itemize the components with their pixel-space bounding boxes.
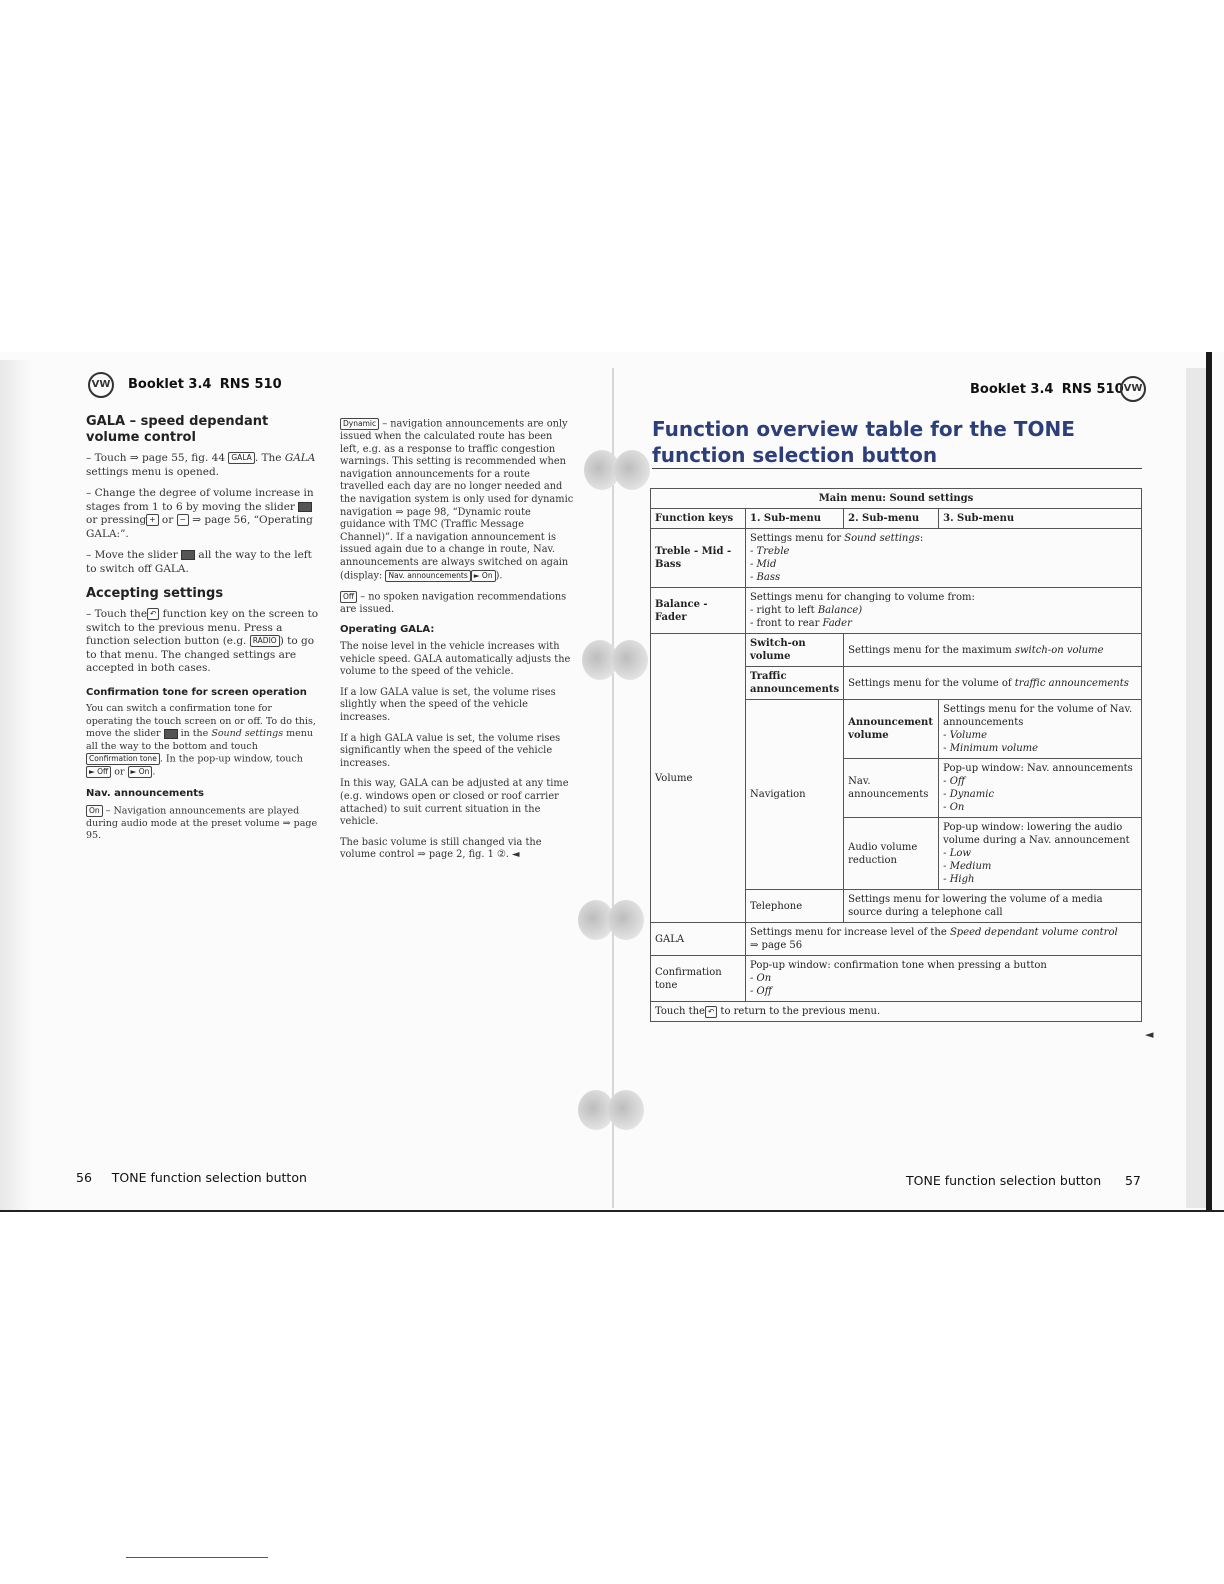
left-column-1: [86, 414, 320, 851]
operating-gala-heading: Operating GALA:: [340, 624, 435, 636]
left-footer: [76, 1170, 307, 1185]
table-row: [651, 634, 1142, 667]
left-page-edge: [0, 360, 30, 1210]
right-footer: [906, 1173, 1141, 1188]
table-cell-sub: Switch-on volume: [746, 634, 844, 667]
plus-button-ref: +: [146, 514, 158, 526]
accepting-text: – Touch the ↶ function key on the screen to switch to the previous menu. Press a function selection button (e.g. RADIO ) to go to that menu. The changed settings are accepted in both cases.: [86, 608, 319, 674]
binding-hole: [614, 450, 650, 490]
on-button-ref: On: [86, 805, 103, 817]
table-col-header: 3. Sub-menu: [939, 509, 1142, 529]
table-cell-sub: Audio volume reduction: [844, 818, 939, 890]
radio-button-ref: RADIO: [250, 635, 280, 647]
table-cell-sub: Telephone: [746, 890, 844, 923]
table-cell: Settings menu for Sound settings: - Treble - Mid - Bass: [746, 529, 1142, 588]
table-cell-key: Volume: [651, 634, 746, 923]
page-title: Function overview table for the TONE function selection button: [652, 417, 1075, 467]
binding-hole: [612, 640, 648, 680]
table-cell: Settings menu for changing to volume from: - right to left Balance) - front to rear Fader: [746, 588, 1142, 634]
table-cell-key: Balance - Fader: [651, 588, 746, 634]
left-page-number: 56: [76, 1170, 92, 1185]
table-col-header: Function keys: [651, 509, 746, 529]
left-header-model: RNS 510: [219, 377, 282, 392]
confirmation-tone-button-ref: Confirmation tone: [86, 753, 160, 765]
gala-button-ref: GALA: [228, 452, 254, 464]
table-row: [651, 529, 1142, 588]
confirmation-text: You can switch a confirmation tone for operating the touch screen on or off. To do this, move the slider in the Sound settings menu all the way to the bottom and touch Confirmation tone . In the pop-up window, touch ► Off or ► On .: [86, 703, 316, 778]
table-cell-key: Confirmation tone: [651, 956, 746, 1002]
binding-hole: [608, 1090, 644, 1130]
right-page-number: 57: [1124, 1173, 1141, 1188]
gala-heading: GALA – speed dependant volume control: [86, 414, 269, 445]
bottom-rule: [0, 1210, 1224, 1212]
title-rule: [652, 468, 1142, 469]
right-header: [970, 382, 1124, 397]
table-row: [651, 509, 1142, 529]
slider-icon: [298, 502, 312, 512]
right-footer-title: TONE function selection button: [906, 1173, 1102, 1188]
table-col-header: 1. Sub-menu: [746, 509, 844, 529]
table-cell-key: Treble - Mid - Bass: [651, 529, 746, 588]
nav-announcements-heading: Nav. announcements: [86, 788, 204, 799]
table-cell-sub: Announcement volume: [844, 700, 939, 759]
function-overview-table: [650, 488, 1142, 1022]
table-cell: Pop-up window: lowering the audio volume during a Nav. announcement - Low - Medium - High: [939, 818, 1142, 890]
minus-button-ref: −: [177, 514, 189, 526]
table-row: [651, 923, 1142, 956]
dynamic-button-ref: Dynamic: [340, 418, 379, 430]
table-cell-sub: Nav. announcements: [844, 759, 939, 818]
slider-icon: [181, 550, 195, 560]
vw-logo-icon: VW: [1120, 376, 1146, 402]
table-cell: Pop-up window: Nav. announcements - Off - Dynamic - On: [939, 759, 1142, 818]
nav-announcements-button-ref: Nav. announcements: [385, 570, 470, 582]
table-cell-sub: Traffic announcements: [746, 667, 844, 700]
table-cell-key: GALA: [651, 923, 746, 956]
off-text: Off – no spoken navigation recommendations are issued.: [340, 591, 567, 615]
confirmation-heading: Confirmation tone for screen operation: [86, 686, 307, 698]
nav-on-text: On – Navigation announcements are played during audio mode at the preset volume ⇒ page 95.: [86, 805, 318, 841]
end-marker-icon: ◄: [1145, 1028, 1154, 1041]
off-button-ref: Off: [340, 591, 357, 603]
operating-text-4: In this way, GALA can be adjusted at any time (e.g. windows open or closed or roof carrier attached) to suit current situation in the vehicle.: [340, 778, 569, 828]
gutter-line: [612, 368, 614, 1208]
gala-step-2: – Change the degree of volume increase in stages from 1 to 6 by moving the slider or pressing + or − ⇒ page 56, “Operating GALA:”.: [86, 487, 314, 540]
table-cell: Settings menu for lowering the volume of a media source during a telephone call: [844, 890, 1142, 923]
left-header: [128, 377, 282, 392]
table-row: [651, 956, 1142, 1002]
table-cell: Settings menu for the volume of Nav. announcements - Volume - Minimum volume: [939, 700, 1142, 759]
operating-text-1: The noise level in the vehicle increases with vehicle speed. GALA automatically adjusts the volume to the speed of the vehicle.: [340, 641, 571, 678]
slider-icon: [164, 729, 178, 739]
table-col-header: 2. Sub-menu: [844, 509, 939, 529]
right-page-edge: [1186, 368, 1208, 1208]
gala-step-1: – Touch ⇒ page 55, fig. 44 GALA . The GALA settings menu is opened.: [86, 452, 316, 478]
left-header-title: Booklet 3.4: [128, 377, 212, 392]
vw-logo-icon: VW: [88, 372, 114, 398]
table-cell: Settings menu for the volume of traffic announcements: [844, 667, 1142, 700]
on-button-ref: ► On: [128, 766, 153, 778]
gala-step-3: – Move the slider all the way to the left to switch off GALA.: [86, 549, 312, 575]
right-header-model: RNS 510: [1061, 382, 1124, 397]
binding-hole: [608, 900, 644, 940]
operating-text-3: If a high GALA value is set, the volume rises significantly when the speed of the vehicle increases.: [340, 732, 561, 769]
back-button-ref: ↶: [705, 1006, 717, 1018]
link-underline: [126, 1557, 268, 1558]
left-column-2: [340, 418, 574, 870]
off-button-ref: ► Off: [86, 766, 111, 778]
table-cell: Pop-up window: confirmation tone when pressing a button - On - Off: [746, 956, 1142, 1002]
right-binding-edge: [1206, 352, 1212, 1212]
on-button-ref: ► On: [471, 570, 496, 582]
table-footer: Touch the ↶ to return to the previous menu.: [651, 1002, 1142, 1022]
dynamic-text: Dynamic – navigation announcements are only issued when the calculated route has been left, e.g. as a response to traffic congestion warnings. This setting is recommended when navigation announcements for a route travelled each day are no longer needed and the navigation system is only used for dynamic navigation ⇒ page 98, “Dynamic route guidance with TMC (Traffic Message Channel)”. If a navigation announcement is issued again due to a change in route, Nav. announcements are always switched on again (display: Nav. announcements ► On ).: [340, 418, 574, 582]
accepting-heading: Accepting settings: [86, 586, 224, 601]
table-row: [651, 1002, 1142, 1022]
table-cell-sub: Navigation: [746, 700, 844, 890]
table-main-header: Main menu: Sound settings: [651, 489, 1142, 509]
table-row: [651, 489, 1142, 509]
operating-text-2: If a low GALA value is set, the volume rises slightly when the speed of the vehicle increases.: [340, 686, 556, 723]
table-row: [651, 588, 1142, 634]
right-header-title: Booklet 3.4: [970, 382, 1054, 397]
table-cell: Settings menu for the maximum switch-on volume: [844, 634, 1142, 667]
operating-text-5: The basic volume is still changed via the volume control ⇒ page 2, fig. 1 ②. ◄: [340, 836, 542, 861]
back-button-ref: ↶: [147, 608, 159, 620]
left-footer-title: TONE function selection button: [111, 1170, 307, 1185]
table-cell: Settings menu for increase level of the Speed dependant volume control ⇒ page 56: [746, 923, 1142, 956]
